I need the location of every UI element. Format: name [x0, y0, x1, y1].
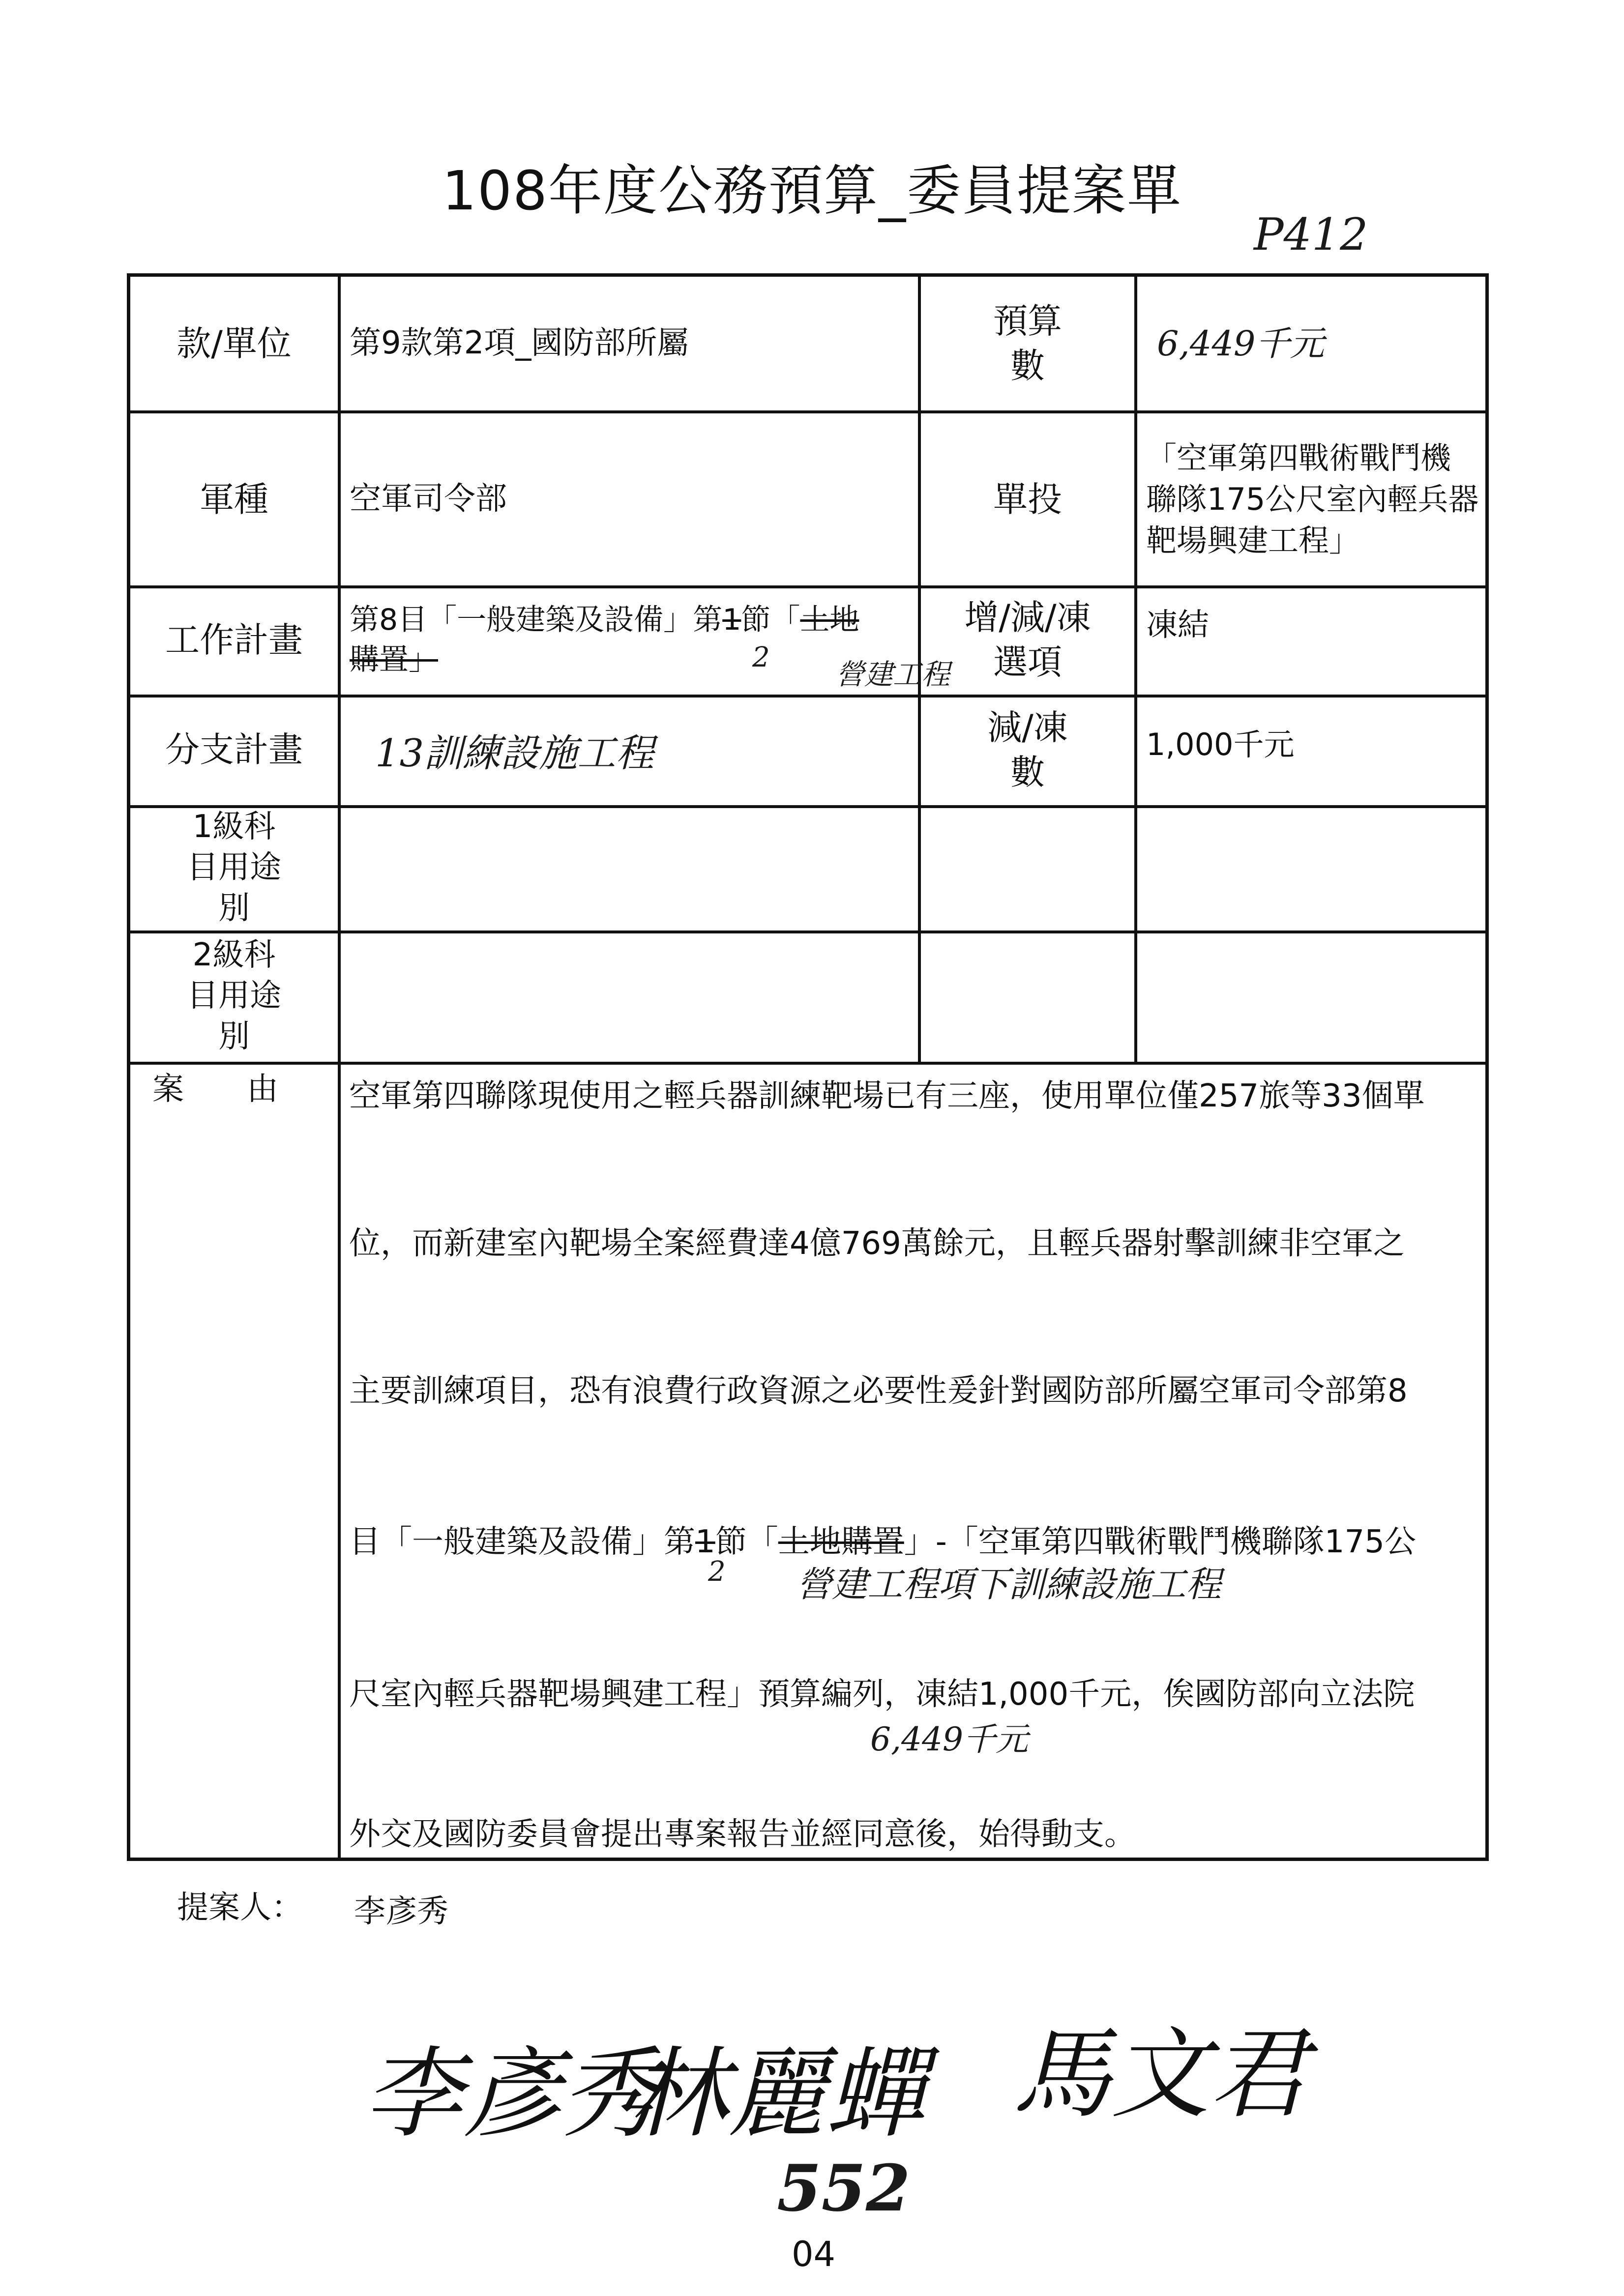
- label-section-unit: 款/單位: [177, 323, 292, 364]
- case-line-4-struck: 土地購置: [778, 1524, 904, 1560]
- handwritten-edit-number: 2: [752, 641, 770, 673]
- value-project: 「空軍第四戰術戰鬥機聯隊175公尺室內輕兵器靶場興建工程」: [1146, 440, 1479, 558]
- value-work-plan: [341, 585, 918, 695]
- work-plan-struck-text: 土地: [800, 603, 859, 637]
- case-line-4: [349, 1516, 1416, 1562]
- value-section-unit: 第9款第2項_國防部所屬: [350, 325, 689, 362]
- page-number: 04: [792, 2234, 836, 2274]
- case-line-4-c: 」-「空軍第四戰術戰鬥機聯隊175公: [904, 1524, 1416, 1560]
- case-line-2: 位，而新建室內靶場全案經費達4億769萬餘元，且輕兵器射擊訓練非空軍之: [349, 1225, 1405, 1262]
- value-budget-amount: 6,449千元: [1157, 323, 1325, 364]
- case-line-3: 主要訓練項目，恐有浪費行政資源之必要性爰針對國防部所屬空軍司令部第8: [349, 1373, 1408, 1409]
- handwritten-edit-text: 營建工程: [836, 658, 950, 691]
- label-branch-plan: 分支計畫: [165, 729, 303, 770]
- label-project: 單投: [993, 479, 1062, 520]
- work-plan-prefix: 第8目「一般建築及設備」第: [350, 603, 723, 637]
- proposer-name: 李彥秀: [354, 1893, 448, 1930]
- handwritten-page-number: 552: [777, 2151, 911, 2226]
- value-adjust-option: 凍結: [1146, 607, 1209, 643]
- signature-3: 馬文君: [1013, 2017, 1308, 2132]
- case-line-4-num: 1: [695, 1524, 715, 1560]
- page-reference-note: P412: [1254, 209, 1368, 261]
- value-service-branch: 空軍司令部: [350, 481, 507, 518]
- label-service-branch: 軍種: [200, 479, 268, 520]
- work-plan-line2: 購置」: [350, 642, 438, 677]
- page-title: 108年度公務預算_委員提案單: [442, 159, 1182, 222]
- work-plan-struck-number: 1: [722, 603, 741, 637]
- signature-1: 李彥秀: [364, 2037, 659, 2151]
- case-line-5: 尺室內輕兵器靶場興建工程」預算編列，凍結1,000千元，俟國防部向立法院: [349, 1676, 1415, 1713]
- case-line-4-a: 目「一般建築及設備」第: [349, 1524, 695, 1560]
- label-reduce-amount: 減/凍數: [987, 707, 1068, 792]
- label-level1-purpose: 1級科目用途別: [187, 808, 281, 927]
- label-case: 案 由: [152, 1071, 278, 1107]
- label-level2-purpose: 2級科目用途別: [187, 936, 281, 1055]
- row-divider: [130, 1062, 1485, 1065]
- signature-2: 林麗蟬: [629, 2037, 925, 2151]
- work-plan-mid: 節「: [741, 603, 800, 637]
- value-branch-plan: 13訓練設施工程: [375, 731, 654, 776]
- handwritten-case-edit-note: 營建工程項下訓練設施工程: [797, 1564, 1222, 1605]
- case-line-6: 外交及國防委員會提出專案報告並經同意後，始得動支。: [349, 1816, 1136, 1853]
- handwritten-amount-note: 6,449千元: [870, 1720, 1028, 1758]
- case-line-4-b: 節「: [715, 1524, 778, 1560]
- label-adjust-option: 增/減/凍選項: [964, 597, 1091, 682]
- value-reduce-amount: 1,000千元: [1146, 727, 1295, 762]
- proposer-label: 提案人：: [177, 1889, 303, 1926]
- label-work-plan: 工作計畫: [165, 619, 303, 660]
- label-budget-amount: 預算數: [993, 301, 1062, 386]
- case-line-1: 空軍第四聯隊現使用之輕兵器訓練靶場已有三座，使用單位僅257旅等33個單: [349, 1078, 1425, 1114]
- handwritten-case-edit-number: 2: [708, 1556, 726, 1588]
